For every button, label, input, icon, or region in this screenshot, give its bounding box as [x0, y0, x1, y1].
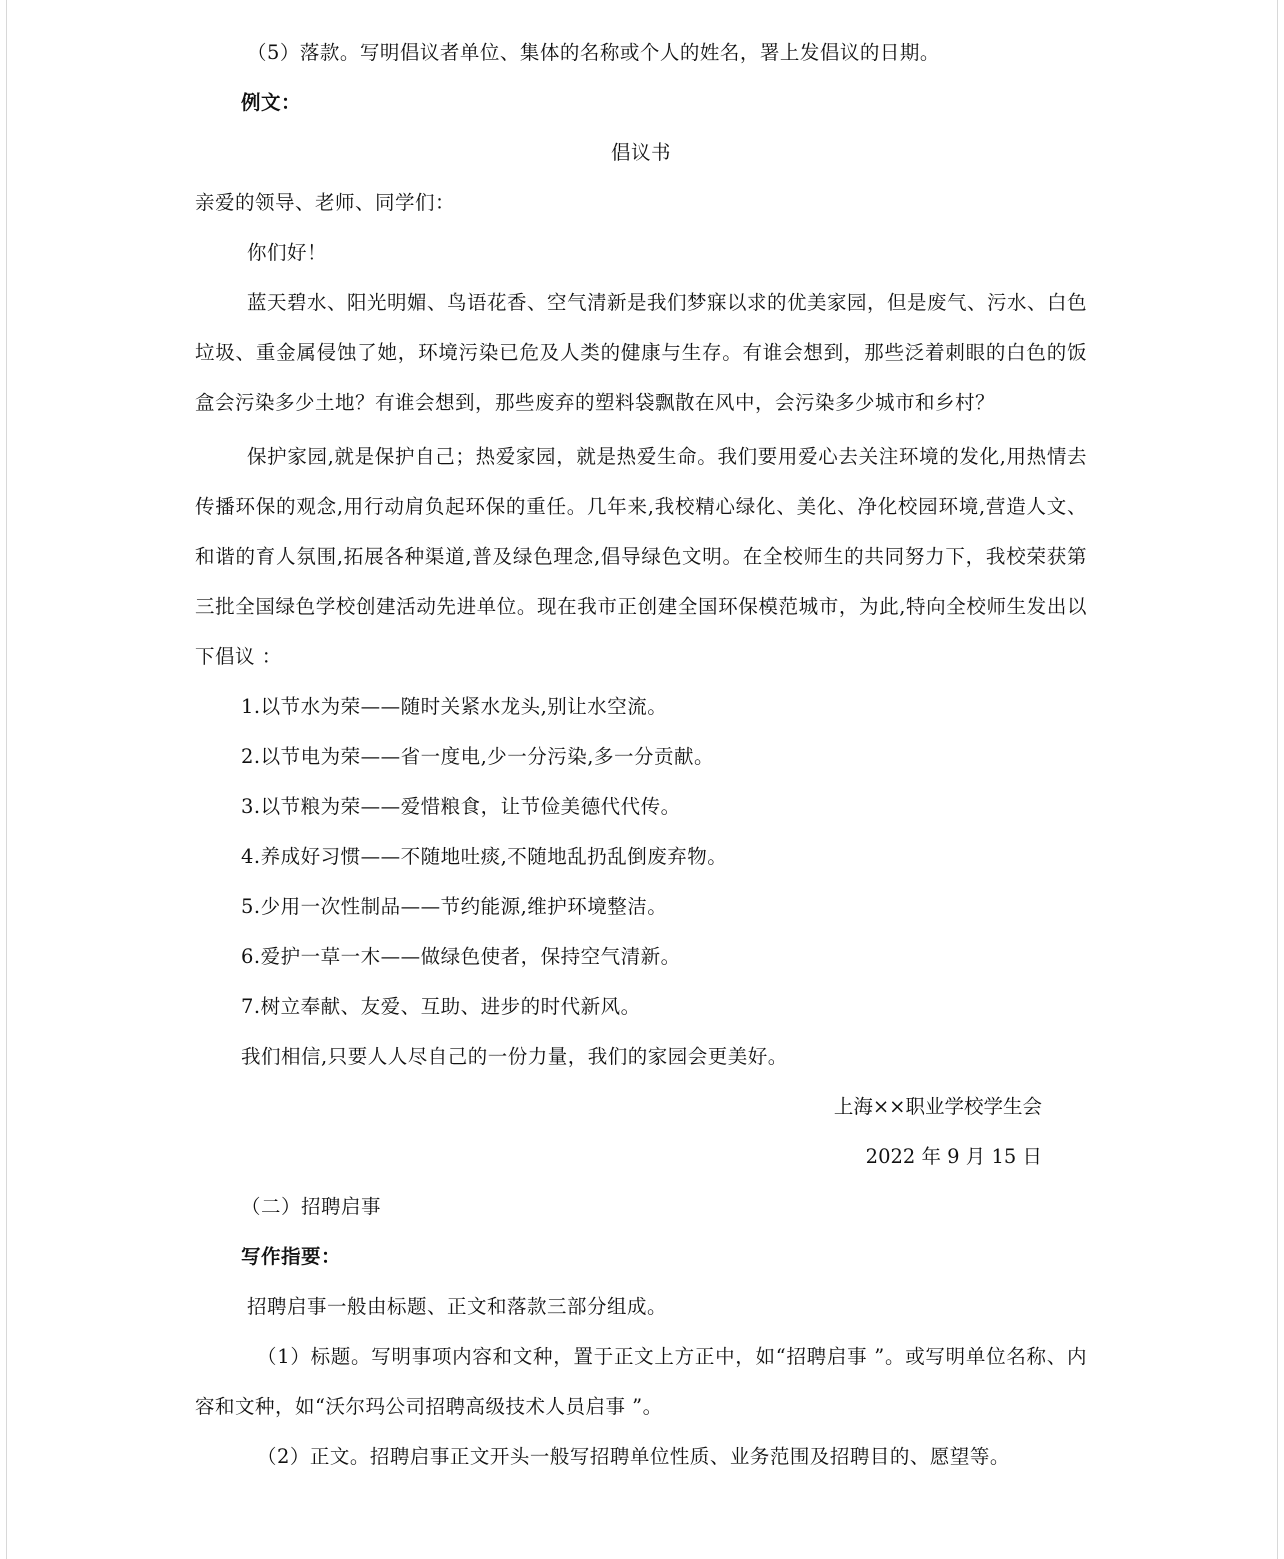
- guide-point-2: （2）正文。招聘启事正文开头一般写招聘单位性质、业务范围及招聘目的、愿望等。: [257, 1445, 1010, 1468]
- paragraph-2: 保护家园,就是保护自己；热爱家园，就是热爱生命。我们要用爱心去关注环境的发化,用热情去传播环保的观念,用行动肩负起环保的重任。几年来,我校精心绿化、美化、净化校园环境,营造人文、和谐的育人氛围,拓展各种渠道,普及绿色理念,倡导绿色文明。在全校师生的共同努力下，我校荣获第三批全国绿色学校创建活动先进单位。现在我市正创建全国环保模范城市，为此,特向全校师生发出以下倡议 ：: [195, 445, 1087, 668]
- list-item-2: 2.以节电为荣——省一度电,少一分污染,多一分贡献。: [241, 745, 715, 768]
- closing-sentence: 我们相信,只要人人尽自己的一份力量，我们的家园会更美好。: [241, 1045, 788, 1068]
- list-item-4: 4.养成好习惯——不随地吐痰,不随地乱扔乱倒废弃物。: [241, 845, 728, 868]
- proposal-title: 倡议书: [610, 141, 671, 164]
- example-label: 例文：: [241, 91, 302, 114]
- list-item-7: 7.树立奉献、友爱、互助、进步的时代新风。: [241, 995, 641, 1018]
- paragraph-1: 蓝天碧水、阳光明媚、鸟语花香、空气清新是我们梦寐以求的优美家园，但是废气、污水、白色垃圾、重金属侵蚀了她，环境污染已危及人类的健康与生存。有谁会想到，那些泛着刺眼的白色的饭盒会污染多少土地？有谁会想到，那些废弃的塑料袋飘散在风中，会污染多少城市和乡村？: [195, 291, 1088, 414]
- section-2-heading: （二）招聘启事: [241, 1195, 382, 1218]
- signature-organization: 上海××职业学校学生会: [833, 1095, 1042, 1118]
- writing-guide-label: 写作指要：: [241, 1245, 342, 1268]
- greeting: 你们好！: [247, 241, 328, 264]
- page-left-edge: [6, 0, 7, 1559]
- guide-point-1: （1）标题。写明事项内容和文种，置于正文上方正中，如“招聘启事 ”。或写明单位名称、内容和文种，如“沃尔玛公司招聘高级技术人员启事 ”。: [195, 1345, 1087, 1418]
- list-item-1: 1.以节水为荣——随时关紧水龙头,别让水空流。: [241, 695, 668, 718]
- item-5-signature-rule: （5）落款。写明倡议者单位、集体的名称或个人的姓名，署上发倡议的日期。: [247, 41, 940, 64]
- document-body: [195, 28, 1087, 1482]
- list-item-5: 5.少用一次性制品——节约能源,维护环境整洁。: [241, 895, 668, 918]
- salutation: 亲爱的领导、老师、同学们：: [195, 191, 456, 214]
- list-item-6: 6.爱护一草一木——做绿色使者，保持空气清新。: [241, 945, 681, 968]
- guide-intro: 招聘启事一般由标题、正文和落款三部分组成。: [247, 1295, 668, 1318]
- signature-date: 2022 年 9 月 15 日: [865, 1145, 1042, 1168]
- list-item-3: 3.以节粮为荣——爱惜粮食，让节俭美德代代传。: [241, 795, 681, 818]
- page-right-edge: [1277, 0, 1278, 1559]
